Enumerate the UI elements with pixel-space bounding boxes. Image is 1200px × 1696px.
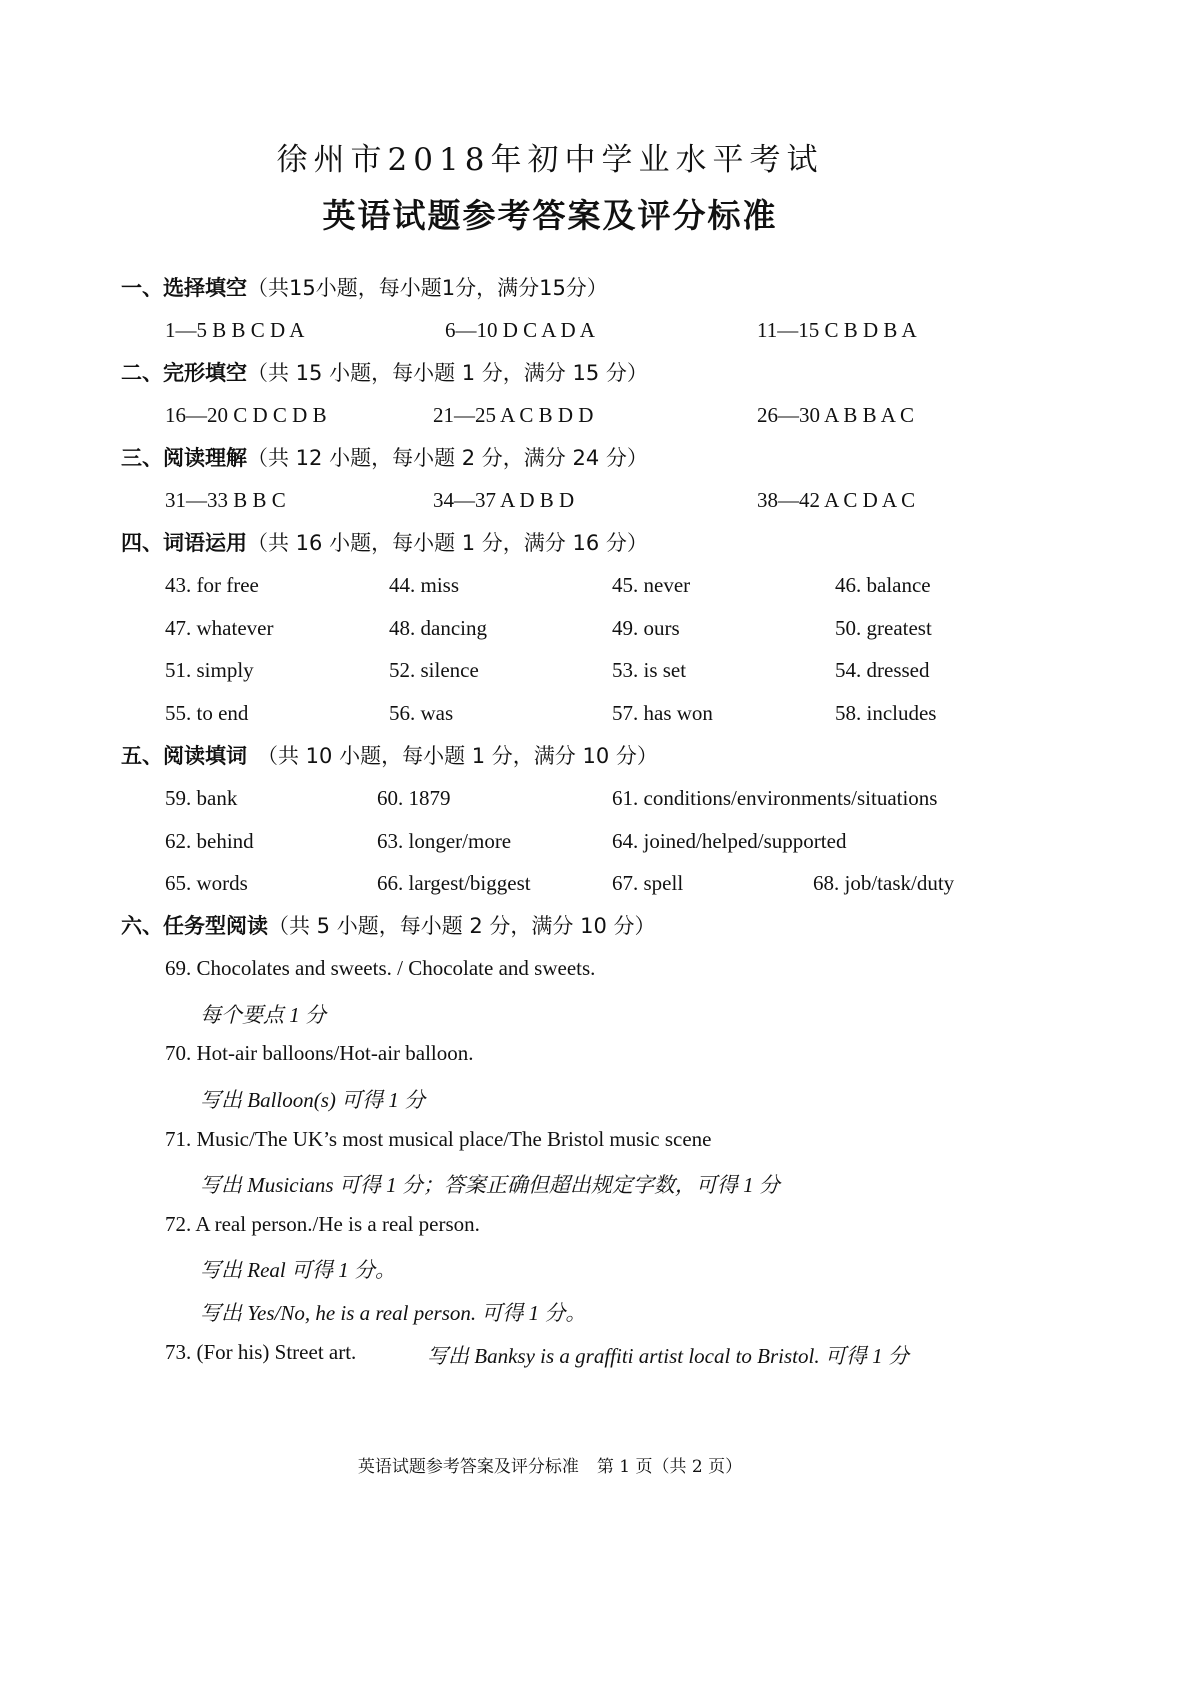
answer-item: 52. silence [389,658,479,682]
section-2-heading [121,357,648,387]
answer-item: 48. dancing [389,616,487,640]
answer-item: 64. joined/helped/supported [612,829,847,853]
section-5-detail: （共 10 小题，每小题 1 分，满分 10 分） [257,744,658,768]
answer-item: 58. includes [835,701,937,725]
answer-item: 43. for free [165,573,259,597]
section-2-name: 二、完形填空 [121,361,247,385]
answer-group: 26—30 A B B A C [757,403,914,427]
section-6-name: 六、任务型阅读 [121,914,268,938]
answer-group: 6—10 D C A D A [445,318,595,342]
scoring-note-70: 写出 Balloon(s) 可得 1 分 [200,1088,426,1112]
answer-item: 67. spell [612,871,684,895]
scoring-note-73: 写出 Banksy is a graffiti artist local to Bristol. 可得 1 分 [427,1344,909,1368]
answer-item: 60. 1879 [377,786,451,810]
answer-item: 49. ours [612,616,680,640]
page-footer [0,1452,1100,1477]
section-1-detail: （共15小题，每小题1分，满分15分） [247,276,608,300]
page-number: 第 1 页（共 2 页） [596,1457,743,1477]
section-3-heading [121,442,648,472]
answer-70: 70. Hot-air balloons/Hot-air balloon. [165,1041,474,1065]
footer-title: 英语试题参考答案及评分标准 [357,1457,579,1477]
answer-item: 59. bank [165,786,238,810]
answer-69: 69. Chocolates and sweets. / Chocolate and sweets. [165,956,596,980]
section-1-heading [121,272,608,302]
exam-title: 徐州市2018年初中学业水平考试 [276,142,824,178]
scoring-note-69: 每个要点 1 分 [200,1003,326,1027]
answer-key-subtitle: 英语试题参考答案及评分标准 [322,196,778,235]
answer-item: 66. largest/biggest [377,871,531,895]
answer-item: 44. miss [389,573,460,597]
section-4-detail: （共 16 小题，每小题 1 分，满分 16 分） [247,531,648,555]
section-1-name: 一、选择填空 [121,276,247,300]
answer-group: 38—42 A C D A C [757,488,916,512]
answer-item: 55. to end [165,701,249,725]
scoring-note-72a: 写出 Real 可得 1 分。 [200,1258,396,1282]
answer-71: 71. Music/The UK’s most musical place/The Bristol music scene [165,1127,712,1151]
answer-73: 73. (For his) Street art. [165,1340,357,1364]
section-3-name: 三、阅读理解 [121,446,247,470]
section-4-heading [121,527,648,557]
scoring-note-71: 写出 Musicians 可得 1 分；答案正确但超出规定字数，可得 1 分 [200,1173,780,1197]
answer-item: 45. never [612,573,691,597]
answer-group: 21—25 A C B D D [433,403,594,427]
answer-item: 68. job/task/duty [813,871,955,895]
answer-item: 51. simply [165,658,254,682]
answer-item: 50. greatest [835,616,932,640]
answer-item: 54. dressed [835,658,930,682]
answer-72: 72. A real person./He is a real person. [165,1212,480,1236]
section-5-heading [121,740,658,770]
section-4-name: 四、词语运用 [121,531,247,555]
section-6-heading [121,910,656,940]
answer-group: 34—37 A D B D [433,488,575,512]
section-2-detail: （共 15 小题，每小题 1 分，满分 15 分） [247,361,648,385]
answer-item: 61. conditions/environments/situations [612,786,938,810]
answer-group: 11—15 C B D B A [757,318,917,342]
answer-item: 56. was [389,701,454,725]
answer-item: 57. has won [612,701,713,725]
answer-item: 63. longer/more [377,829,512,853]
section-3-detail: （共 12 小题，每小题 2 分，满分 24 分） [247,446,648,470]
answer-item: 46. balance [835,573,931,597]
section-5-name: 五、阅读填词 [121,744,247,768]
answer-group: 1—5 B B C D A [165,318,305,342]
answer-group: 16—20 C D C D B [165,403,327,427]
answer-item: 53. is set [612,658,687,682]
answer-item: 47. whatever [165,616,274,640]
section-6-detail: （共 5 小题，每小题 2 分，满分 10 分） [268,914,656,938]
answer-item: 62. behind [165,829,254,853]
answer-group: 31—33 B B C [165,488,286,512]
scoring-note-72b: 写出 Yes/No, he is a real person. 可得 1 分。 [200,1301,587,1325]
answer-item: 65. words [165,871,248,895]
